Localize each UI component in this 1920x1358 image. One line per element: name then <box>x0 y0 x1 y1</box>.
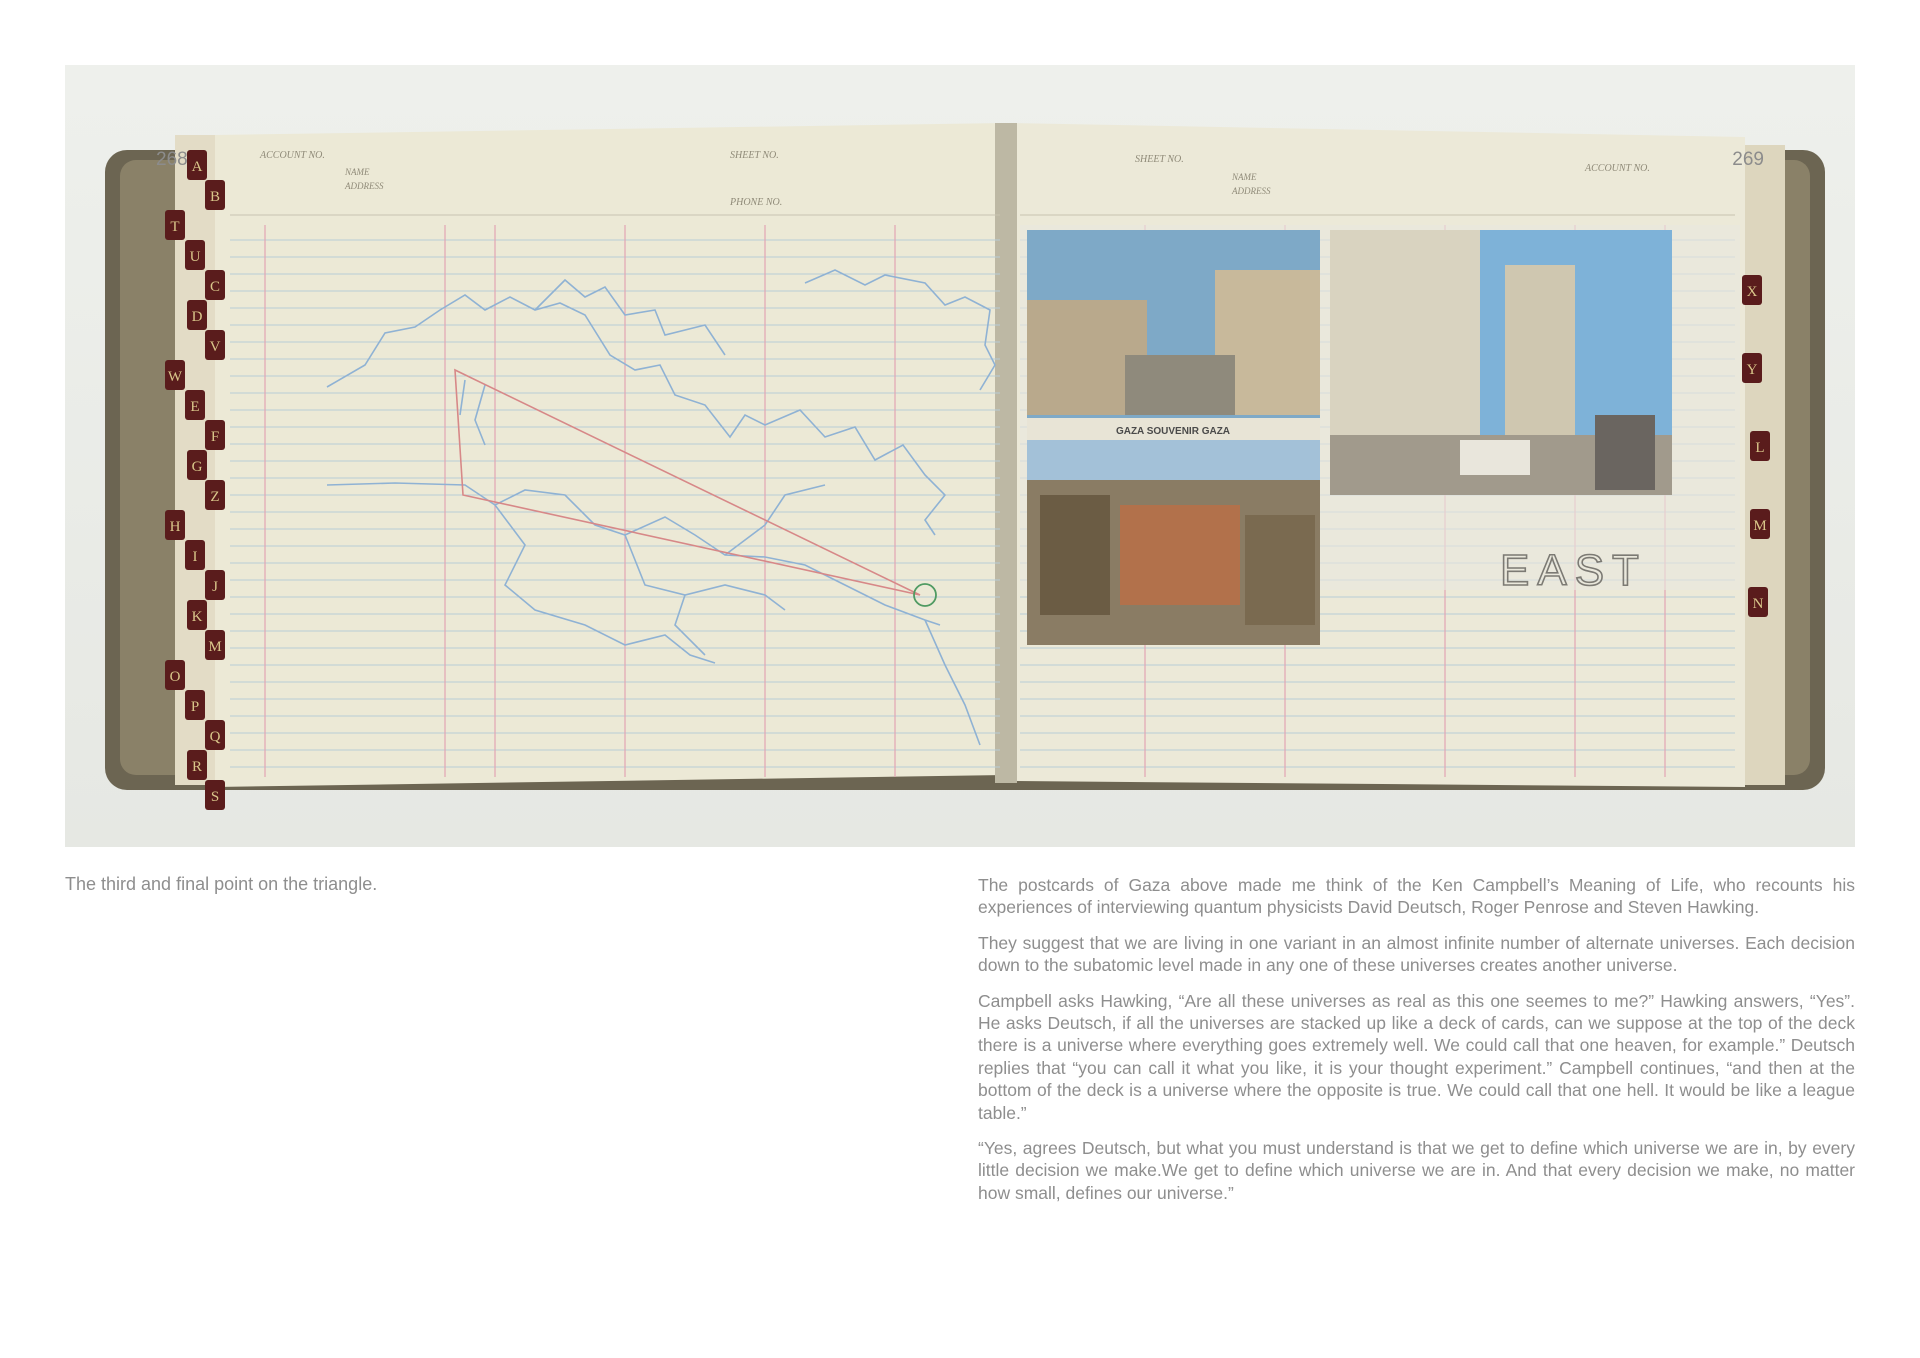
index-tab-letter: U <box>189 249 201 265</box>
postcard-gaza-bottom <box>1027 440 1320 645</box>
page-number-right: 269 <box>1732 149 1764 170</box>
index-tab-letter: L <box>1755 440 1765 456</box>
body-paragraph-1: The postcards of Gaza above made me think of the Ken Campbell’s Meaning of Life, who recounts his experiences of interviewing quantum physicists David Deutsch, Roger Penrose and Steven Hawking. <box>978 875 1855 918</box>
ledger-sheet-label: SHEET NO. <box>730 150 779 161</box>
index-tab-letter: W <box>167 369 183 385</box>
body-text <box>978 874 1855 1217</box>
index-tab-letter: G <box>191 459 203 475</box>
index-tab-letter: N <box>1752 596 1764 612</box>
index-tab-letter: H <box>169 519 181 535</box>
index-tab-letter: Y <box>1746 362 1758 378</box>
index-tab-letter: V <box>209 339 221 355</box>
index-tab-letter: X <box>1746 284 1758 300</box>
index-tab-letter: T <box>170 219 180 235</box>
index-tab-letter: M <box>208 639 222 655</box>
index-tab-letter: M <box>1753 518 1767 534</box>
left-page <box>215 123 1005 787</box>
body-paragraph-4: “Yes, agrees Deutsch, but what you must understand is that we get to define which universe we are in, by every little decision we make.We get to define which universe we are in. And that every decision we make, no matter how small, defines our universe.” <box>978 1138 1855 1203</box>
index-tab-letter: Z <box>210 489 220 505</box>
photo-caption: The third and final point on the triangle. <box>65 874 378 894</box>
ledger-photo <box>65 65 1855 847</box>
index-tab-letter: O <box>169 669 181 685</box>
postcard-caption: GAZA SOUVENIR GAZA <box>1115 426 1231 437</box>
ledger-name-label-right: NAME <box>1232 172 1257 182</box>
index-tab-letter: E <box>190 399 200 415</box>
ledger-book-photo-icon <box>65 65 1855 847</box>
ledger-name-label: NAME <box>345 167 370 177</box>
body-paragraph-2: They suggest that we are living in one variant in an almost infinite number of alternate universes. Each decision down to the subatomic level made in any one of these universes creates another universe. <box>978 932 1855 976</box>
body-paragraph-3: Campbell asks Hawking, “Are all these universes as real as this one seemes to me?” Hawking answers, “Yes”. He asks Deutsch, if all the universes are stacked up like a deck of cards, can we suppose at the top of the deck there is a universe where everything goes extremely well. We could call that one heaven, for example.” Deutsch replies that “you can call it what you like, it is your thought experiment.” Campbell continues, “and then at the bottom of the deck is a universe where the opposite is true. We could call that one hell. It would be like a league table.” <box>978 990 1855 1123</box>
index-tab-letter: K <box>191 609 203 625</box>
index-tab-letter: S <box>210 789 220 805</box>
index-tab-letter: C <box>209 279 221 295</box>
page-number-left: 268 <box>156 149 188 170</box>
index-tab-letter: Q <box>209 729 221 745</box>
index-tab-letter: B <box>209 189 221 205</box>
index-tab-letter: A <box>191 159 203 175</box>
postcard-gaza-top <box>1027 230 1320 440</box>
ledger-phone-label: PHONE NO. <box>730 197 783 208</box>
ledger-address-label-right: ADDRESS <box>1232 186 1271 196</box>
index-tab-letter: I <box>192 549 198 565</box>
index-tab-letter: F <box>210 429 220 445</box>
east-handwritten: EAST <box>1500 546 1647 595</box>
index-tab-letter: D <box>191 309 203 325</box>
ledger-account-label-right: ACCOUNT NO. <box>1585 163 1650 174</box>
index-tab-letter: P <box>190 699 200 715</box>
index-tab-letter: R <box>191 759 203 775</box>
ledger-sheet-label-right: SHEET NO. <box>1135 154 1184 165</box>
index-tab-letter: J <box>212 579 218 595</box>
ledger-address-label: ADDRESS <box>345 181 384 191</box>
postcard-street <box>1330 230 1672 495</box>
ledger-account-label: ACCOUNT NO. <box>260 150 325 161</box>
